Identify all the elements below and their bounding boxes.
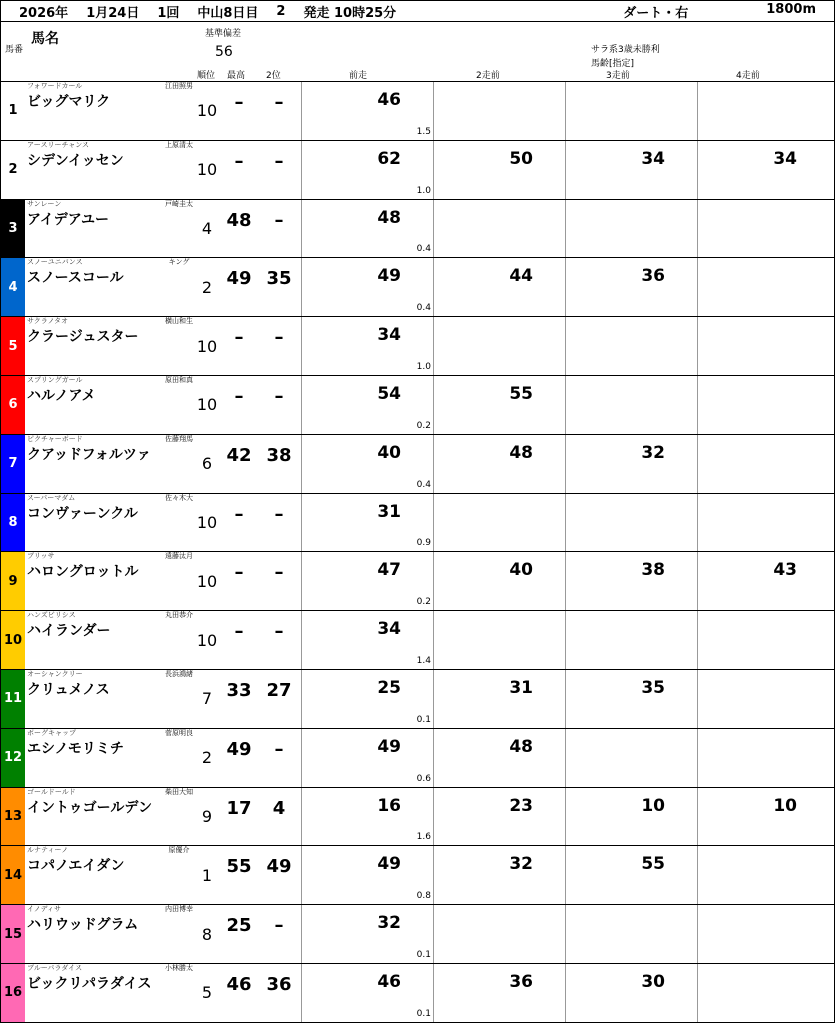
past-race-1 (301, 200, 433, 258)
jockey-name: 佐々木大 (165, 493, 193, 502)
horse-number-left: 13 (1, 788, 25, 846)
horse-number-left: 9 (1, 552, 25, 610)
horse-number-left: 16 (1, 964, 25, 1022)
distance: 1800m (766, 1, 816, 17)
race-index: 40 (377, 442, 401, 463)
time-diff: 1.4 (416, 655, 431, 666)
max-index: 17 (226, 797, 252, 819)
jockey-name: 柴田大知 (165, 787, 193, 796)
horse-row[interactable] (0, 788, 835, 847)
max-index: – (234, 503, 244, 525)
time-diff: 1.0 (416, 361, 431, 372)
col-jun: 順位 (197, 71, 216, 81)
race-index: 62 (377, 148, 401, 169)
past-race-3 (565, 670, 697, 728)
sire-name: スノーユニバンス (27, 258, 83, 267)
past-race-1 (301, 729, 433, 787)
venue: 中山8日目 (197, 5, 259, 21)
past-race-1 (301, 494, 433, 552)
horse-number-left: 6 (1, 376, 25, 434)
second-index: – (274, 621, 284, 643)
jockey-name: 小林勝太 (165, 963, 193, 972)
horse-name[interactable]: クリュメノス (27, 681, 110, 698)
sire-name: イノディサ (27, 905, 62, 914)
past-race-1 (301, 905, 433, 963)
race-index: 31 (509, 677, 533, 698)
past-race-3 (565, 435, 697, 493)
race-index: 44 (509, 266, 533, 287)
race-index: 54 (377, 383, 401, 404)
race-index: 32 (641, 442, 665, 463)
past-race-4 (697, 729, 829, 787)
race-index: 46 (377, 90, 401, 110)
rank-order: 2 (201, 748, 213, 768)
jockey-name: 横山和生 (165, 317, 193, 326)
horse-row[interactable] (0, 200, 835, 259)
past-race-1 (301, 376, 433, 434)
past-race-3 (565, 905, 697, 963)
race-index: 40 (509, 560, 533, 581)
sire-name: スーパーマダム (27, 493, 76, 502)
horse-row[interactable] (0, 317, 835, 376)
race-index: 49 (377, 854, 401, 875)
horse-number-left: 7 (1, 435, 25, 493)
past-race-3 (565, 552, 697, 610)
second-index: – (274, 327, 284, 349)
past-race-3 (565, 82, 697, 140)
time-diff: 0.1 (416, 1008, 431, 1019)
past-race-1 (301, 317, 433, 375)
horse-name[interactable]: ハロングロットル (27, 564, 139, 581)
sire-name: ハンズビリシス (27, 611, 76, 620)
rank-order: 10 (196, 571, 218, 591)
past-race-1 (301, 846, 433, 904)
past-race-4 (697, 846, 829, 904)
horse-name[interactable]: ハイランダー (27, 623, 111, 640)
sire-name: ゴールドールド (27, 787, 76, 796)
past-race-4 (697, 141, 829, 199)
year: 2026年 (19, 5, 69, 21)
second-index: 38 (266, 444, 292, 466)
horse-number-left: 3 (1, 200, 25, 258)
max-index: 55 (226, 856, 252, 878)
past-race-2 (433, 435, 565, 493)
horse-number-left: 11 (1, 670, 25, 728)
horse-name[interactable]: スノースコール (27, 270, 124, 287)
max-index: – (234, 385, 244, 407)
past-race-4 (697, 258, 829, 316)
race-index: 10 (641, 795, 665, 816)
race-index: 43 (773, 560, 797, 581)
past-race-1 (301, 435, 433, 493)
date: 1月24日 (86, 5, 140, 21)
horse-name[interactable]: シデンイッセン (27, 152, 124, 169)
past-race-3 (565, 788, 697, 846)
col-std-val: 56 (215, 44, 233, 60)
past-race-4 (697, 552, 829, 610)
second-index: 35 (266, 268, 292, 290)
second-index: 4 (272, 797, 286, 819)
race-index: 32 (509, 854, 533, 875)
jockey-name: 江田照男 (165, 82, 193, 90)
race-index: 10 (773, 795, 797, 816)
race-index: 34 (641, 148, 665, 169)
horse-number-left: 15 (1, 905, 25, 963)
past-race-4 (697, 670, 829, 728)
horse-row[interactable] (0, 258, 835, 317)
past-race-4 (697, 494, 829, 552)
jockey-name: 菅原明良 (165, 728, 193, 737)
horse-name[interactable]: クラージュスター (27, 329, 139, 346)
race-index: 30 (641, 971, 665, 992)
horse-name[interactable]: イントゥゴールデン (27, 799, 153, 816)
horse-number-left: 14 (1, 846, 25, 904)
race-index: 16 (377, 795, 401, 816)
max-index: – (234, 621, 244, 643)
rank-order: 6 (201, 454, 213, 474)
past-race-2 (433, 258, 565, 316)
time-diff: 0.4 (416, 479, 431, 490)
second-index: – (274, 738, 284, 760)
time-diff: 0.1 (416, 714, 431, 725)
past-race-2 (433, 846, 565, 904)
col-name: 馬名 (31, 31, 59, 47)
past-race-4 (697, 964, 829, 1022)
past-race-4 (697, 435, 829, 493)
max-index: 48 (226, 209, 252, 231)
col-saiko: 最高 (227, 71, 246, 81)
max-index: – (234, 562, 244, 584)
past-race-2 (433, 905, 565, 963)
time-diff: 0.4 (416, 303, 431, 314)
past-race-3 (565, 611, 697, 669)
horse-row[interactable] (0, 552, 835, 611)
race-cond: 馬齢[指定] (591, 59, 635, 69)
race-index: 25 (377, 677, 401, 698)
column-header (0, 22, 835, 82)
past-race-1 (301, 611, 433, 669)
past-race-2 (433, 788, 565, 846)
race-index: 50 (509, 148, 533, 169)
horse-name[interactable]: コンヴァーンクル (27, 505, 138, 522)
race-index: 48 (509, 736, 533, 757)
horse-row[interactable] (0, 611, 835, 670)
horse-row[interactable] (0, 905, 835, 964)
horse-name[interactable]: コパノエイダン (27, 858, 125, 875)
time-diff: 0.8 (416, 891, 431, 902)
past-race-2 (433, 552, 565, 610)
rank-order: 10 (196, 630, 218, 650)
horse-name[interactable]: ハリウッドグラム (27, 917, 139, 934)
sire-name: フォワードカール (27, 82, 83, 90)
second-index: – (274, 92, 284, 113)
rank-order: 4 (201, 218, 213, 238)
rank-order: 10 (196, 101, 218, 121)
horse-name[interactable]: ハルノアメ (27, 387, 96, 404)
kai: 1回 (157, 5, 180, 21)
horse-number-left: 2 (1, 141, 25, 199)
jockey-name: 内田博幸 (165, 905, 193, 914)
time-diff: 1.6 (416, 832, 431, 843)
jockey-name: 長浜鴻緒 (165, 669, 193, 678)
max-index: – (234, 150, 244, 172)
horse-row[interactable] (0, 494, 835, 553)
rank-order: 10 (196, 512, 218, 532)
second-index: 36 (266, 973, 292, 995)
past-race-4 (697, 200, 829, 258)
second-index: – (274, 562, 284, 584)
time-diff: 0.2 (416, 420, 431, 431)
col-uma: 馬番 (5, 45, 24, 55)
race-index: 47 (377, 560, 401, 581)
race-index: 38 (641, 560, 665, 581)
rank-order: 10 (196, 160, 218, 180)
horse-row[interactable] (0, 670, 835, 729)
jockey-name: 原優介 (168, 846, 190, 855)
max-index: 25 (226, 915, 252, 937)
race-index: 34 (377, 619, 401, 640)
past-race-1 (301, 788, 433, 846)
past-race-4 (697, 317, 829, 375)
horse-number-left: 1 (1, 82, 25, 140)
time-diff: 0.1 (416, 949, 431, 960)
time-diff: 0.6 (416, 773, 431, 784)
past-race-3 (565, 376, 697, 434)
horse-name[interactable]: ビックリパラダイス (27, 975, 152, 992)
horse-name[interactable]: アイデアユー (27, 211, 110, 228)
race-index: 36 (509, 971, 533, 992)
sire-name: サンレーン (27, 199, 62, 208)
horse-name[interactable]: エシノモリミチ (27, 740, 124, 757)
sire-name: ピクチャーボード (27, 434, 83, 443)
horse-row[interactable] (0, 729, 835, 788)
second-index: – (274, 503, 284, 525)
sire-name: ボーグキャップ (27, 728, 76, 737)
past-race-1 (301, 670, 433, 728)
sire-name: アースリーチャンス (27, 140, 90, 149)
max-index: 49 (226, 268, 252, 290)
rank-order: 5 (201, 983, 213, 1003)
past-race-3 (565, 317, 697, 375)
past-race-3 (565, 846, 697, 904)
past-race-3 (565, 729, 697, 787)
horse-row[interactable] (0, 964, 835, 1023)
race-index: 48 (377, 207, 401, 228)
past-race-2 (433, 82, 565, 140)
second-index: – (274, 915, 284, 937)
time-diff: 1.5 (416, 126, 431, 137)
race-index: 34 (377, 325, 401, 346)
past-race-4 (697, 82, 829, 140)
race-index: 34 (773, 148, 797, 169)
sire-name: ブリッサ (27, 552, 55, 561)
jockey-name: 原田和真 (165, 375, 193, 384)
past-race-1 (301, 552, 433, 610)
horse-number-left: 10 (1, 611, 25, 669)
col-3so: 3走前 (606, 71, 630, 81)
col-std: 基準偏差 (205, 29, 242, 39)
past-race-2 (433, 964, 565, 1022)
time-diff: 0.2 (416, 597, 431, 608)
jockey-name: 戸崎圭太 (165, 199, 193, 208)
max-index: – (234, 327, 244, 349)
past-race-2 (433, 611, 565, 669)
race-index: 32 (377, 913, 401, 934)
past-race-2 (433, 317, 565, 375)
max-index: 42 (226, 444, 252, 466)
second-index: 27 (266, 679, 292, 701)
start-time: 発走 10時25分 (303, 5, 397, 21)
col-ni: 2位 (266, 71, 281, 81)
past-race-1 (301, 82, 433, 140)
horse-name[interactable]: ビッグマリク (27, 94, 111, 110)
horse-number-left: 5 (1, 317, 25, 375)
past-race-3 (565, 494, 697, 552)
past-race-2 (433, 200, 565, 258)
past-race-3 (565, 141, 697, 199)
past-race-2 (433, 494, 565, 552)
past-race-4 (697, 788, 829, 846)
past-race-3 (565, 964, 697, 1022)
time-diff: 1.0 (416, 185, 431, 196)
sire-name: オーシャンクリー (27, 669, 83, 678)
horse-number-left: 4 (1, 258, 25, 316)
past-race-3 (565, 258, 697, 316)
time-diff: 0.4 (416, 244, 431, 255)
rank-order: 9 (201, 806, 213, 826)
horse-number-left: 12 (1, 729, 25, 787)
horse-row[interactable] (0, 376, 835, 435)
past-race-4 (697, 376, 829, 434)
jockey-name: 遠藤汰月 (165, 552, 193, 561)
past-race-3 (565, 200, 697, 258)
race-name: サラ系3歳未勝利 (591, 45, 660, 55)
jockey-name: 丸田恭介 (165, 611, 193, 620)
horse-list (0, 82, 835, 1023)
race-header (0, 0, 835, 22)
race-index: 23 (509, 795, 533, 816)
past-race-4 (697, 611, 829, 669)
horse-name[interactable]: クアッドフォルツァ (27, 446, 151, 463)
second-index: 49 (266, 856, 292, 878)
sire-name: スプリングガール (27, 375, 83, 384)
race-no: 2 (276, 3, 286, 19)
race-index: 55 (641, 854, 665, 875)
jockey-name: 佐藤翔馬 (165, 434, 193, 443)
race-index: 36 (641, 266, 665, 287)
second-index: – (274, 385, 284, 407)
race-index: 46 (377, 971, 401, 992)
max-index: 46 (226, 973, 252, 995)
sire-name: ブルーパラダイス (27, 963, 83, 972)
horse-row[interactable] (0, 141, 835, 200)
second-index: – (274, 150, 284, 172)
rank-order: 10 (196, 336, 218, 356)
col-4so: 4走前 (736, 71, 760, 81)
past-race-2 (433, 141, 565, 199)
past-race-1 (301, 141, 433, 199)
sire-name: サクラノタオ (27, 317, 69, 326)
col-2so: 2走前 (476, 71, 500, 81)
col-zen: 前走 (349, 71, 368, 81)
race-index: 55 (509, 383, 533, 404)
max-index: – (234, 92, 244, 113)
max-index: 49 (226, 738, 252, 760)
rank-order: 2 (201, 277, 213, 297)
second-index: – (274, 209, 284, 231)
sire-name: ルナティーノ (27, 846, 69, 855)
horse-row[interactable] (0, 846, 835, 905)
past-race-1 (301, 258, 433, 316)
race-index: 49 (377, 266, 401, 287)
max-index: 33 (226, 679, 252, 701)
past-race-2 (433, 729, 565, 787)
rank-order: 10 (196, 395, 218, 415)
past-race-4 (697, 905, 829, 963)
race-index: 35 (641, 677, 665, 698)
race-index: 49 (377, 736, 401, 757)
race-index: 31 (377, 501, 401, 522)
jockey-name: 上原清太 (165, 140, 193, 149)
course: ダート・右 (623, 5, 689, 21)
past-race-2 (433, 376, 565, 434)
rank-order: 8 (201, 924, 213, 944)
horse-number-left: 8 (1, 494, 25, 552)
rank-order: 7 (201, 689, 213, 709)
rank-order: 1 (201, 865, 213, 885)
past-race-2 (433, 670, 565, 728)
time-diff: 0.9 (416, 538, 431, 549)
race-index: 48 (509, 442, 533, 463)
jockey-name: キング (168, 258, 190, 267)
past-race-1 (301, 964, 433, 1022)
horse-row[interactable] (0, 435, 835, 494)
horse-row[interactable] (0, 82, 835, 141)
